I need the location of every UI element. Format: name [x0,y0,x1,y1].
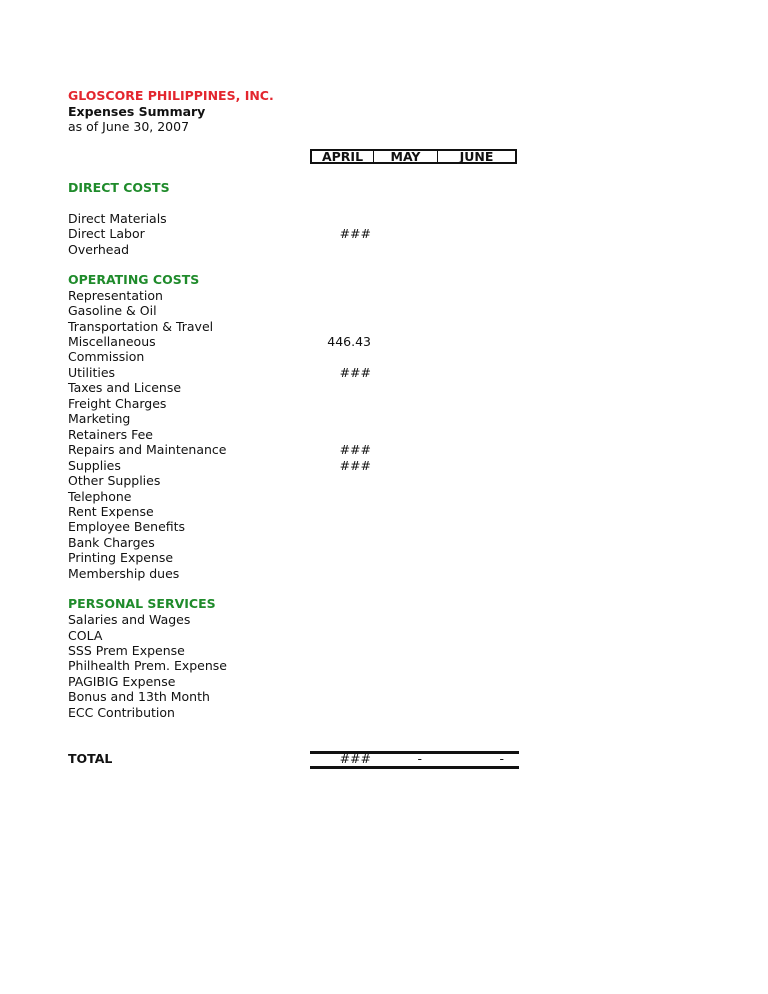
row-label: Overhead [68,242,130,257]
row-label: Rent Expense [68,504,154,519]
row-label: Freight Charges [68,396,167,411]
row-label: Taxes and License [68,380,182,395]
column-header-april: APRIL [312,151,374,162]
section-heading-direct-costs: DIRECT COSTS [68,180,170,195]
section-heading-operating-costs: OPERATING COSTS [68,272,200,287]
april-value: 446.43 [327,334,371,349]
row-label: Supplies [68,458,121,473]
column-header-box [310,149,517,164]
section-heading-personal-services: PERSONAL SERVICES [68,596,216,611]
row-label: Commission [68,349,145,364]
row-label: Philhealth Prem. Expense [68,658,227,673]
row-label: Retainers Fee [68,427,153,442]
april-value: ### [339,442,371,457]
row-label: Repairs and Maintenance [68,442,227,457]
row-label: Bank Charges [68,535,155,550]
column-header-may: MAY [374,151,438,162]
row-label: ECC Contribution [68,705,175,720]
row-label: Printing Expense [68,550,174,565]
row-label: Representation [68,288,163,303]
april-value: ### [339,365,371,380]
row-label: Membership dues [68,566,180,581]
row-label: PAGIBIG Expense [68,674,176,689]
total-bottom-double-rule [310,766,519,769]
row-label: Gasoline & Oil [68,303,157,318]
row-label: Telephone [68,489,132,504]
company-name: GLOSCORE PHILIPPINES, INC. [68,88,274,103]
total-april-value: ### [339,751,371,766]
row-label: Utilities [68,365,116,380]
row-label: COLA [68,628,103,643]
row-label: Miscellaneous [68,334,156,349]
april-value: ### [339,226,371,241]
column-header-june: JUNE [459,149,494,164]
row-label: Transportation & Travel [68,319,214,334]
row-label: Bonus and 13th Month [68,689,210,704]
total-may-value: - [417,751,422,766]
row-label: Salaries and Wages [68,612,191,627]
total-label: TOTAL [68,751,113,766]
row-label: SSS Prem Expense [68,643,185,658]
report-title: Expenses Summary [68,104,206,119]
april-value: ### [339,458,371,473]
report-date: as of June 30, 2007 [68,119,190,134]
total-june-value: - [499,751,504,766]
row-label: Other Supplies [68,473,161,488]
row-label: Direct Labor [68,226,145,241]
row-label: Employee Benefits [68,519,186,534]
row-label: Direct Materials [68,211,167,226]
row-label: Marketing [68,411,131,426]
